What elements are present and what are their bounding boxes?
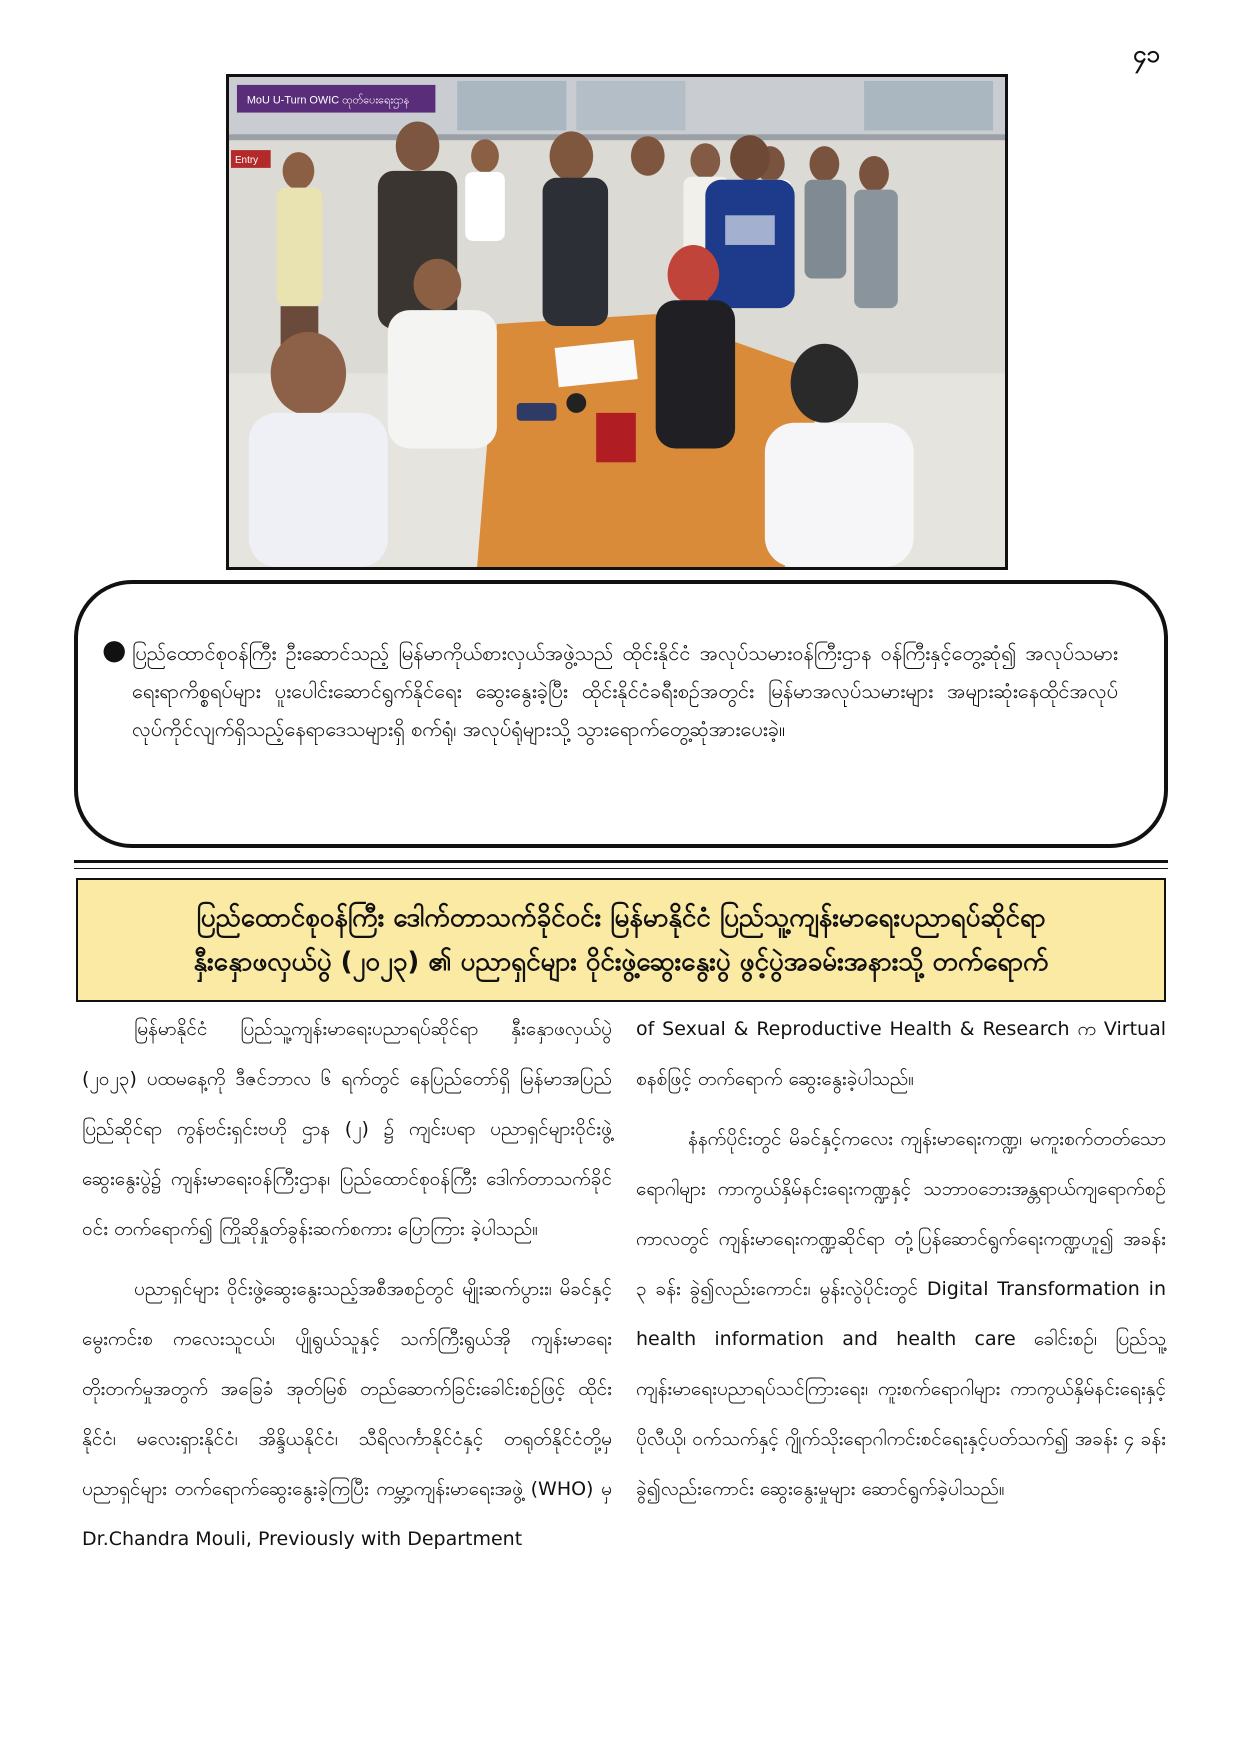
- caption-box: [74, 580, 1168, 848]
- person-seated-white: [388, 310, 497, 448]
- photo-illustration: [229, 77, 1005, 567]
- passport: [596, 413, 636, 462]
- news-photo: [226, 74, 1008, 570]
- page-number: ၄၁: [1133, 40, 1160, 68]
- entry-sign-text: Entry: [234, 154, 259, 166]
- person-front-left: [249, 413, 388, 567]
- article-paragraph: of Sexual & Reproductive Health & Research က Virtual စနစ်ဖြင့် တက်ရောက် ဆွေးနွေးခဲ့ပါသည်။: [636, 1018, 1166, 1090]
- article-paragraph: မြန်မာနိုင်ငံ ပြည်သူ့ကျန်းမာရေးပညာရပ်ဆိုင်ရာ နှီးနှောဖလှယ်ပွဲ (၂၀၂၃) ပထမနေ့ကို ဒီဇင်ဘာလ ၆ ရက်တွင် နေပြည်တော်ရှိ မြန်မာအပြည်ပြည်ဆိုင်ရာ ကွန်ဗင်းရှင်းဗဟို ဌာန (၂) ၌ ကျင်းပရာ ပညာရှင်များဝိုင်းဖွဲ့ဆွေးနွေးပွဲ၌ ကျန်းမာရေးဝန်ကြီးဌာန၊ ပြည်ထောင်စုဝန်ကြီး ဒေါက်တာသက်ခိုင်ဝင်း တက်ရောက်၍ ကြိုဆိုနှုတ်ခွန်းဆက်စကား ပြောကြား ခဲ့ပါသည်။: [82, 1018, 612, 1240]
- article-column-left: [82, 1004, 612, 1564]
- article-column-right: [636, 1004, 1166, 1514]
- article-paragraph: ပညာရှင်များ ဝိုင်းဖွဲ့ဆွေးနွေးသည့်အစီအစဉ်တွင် မျိုးဆက်ပွားး၊ မိခင်နှင့် မွေးကင်းစ ကလေးသူငယ်၊ ပျိုရွယ်သူနှင့် သက်ကြီးရွယ်အို ကျန်းမာရေးတိုးတက်မှုအတွက် အခြေခံ အုတ်မြစ် တည်ဆောက်ခြင်းခေါင်းစဉ်ဖြင့် ထိုင်းနိုင်ငံ၊ မလေးရှားနိုင်ငံ၊ အိန္ဒိယနိုင်ငံ၊ သီရိလင်္ကာနိုင်ငံနှင့် တရုတ်နိုင်ငံတို့မှ ပညာရှင်များ တက်ရောက်ဆွေးနွေးခဲ့ကြပြီး ကမ္ဘာ့ကျန်းမာရေးအဖွဲ့ (WHO) မှ Dr.Chandra Mouli, Previously with Department: [82, 1278, 612, 1550]
- article-paragraph: နံနက်ပိုင်းတွင် မိခင်နှင့်ကလေး ကျန်းမာရေးကဏ္ဍ၊ မကူးစက်တတ်သောရောဂါများ ကာကွယ်နှိမ်နင်းရေးကဏ္ဍနှင့် သဘာဝဘေးအန္တရာယ်ကျရောက်စဉ်ကာလတွင် ကျန်းမာရေးကဏ္ဍဆိုင်ရာ တုံ့ပြန်ဆောင်ရွက်ရေးကဏ္ဍဟူ၍ အခန်း ၃ ခန်း ခွဲ၍လည်းကောင်း၊ မွန်းလွဲပိုင်းတွင် Digital Transformation in health information and health care ခေါင်းစဉ်၊ ပြည်သူ့ကျန်းမာရေးပညာရပ်သင်ကြားရေး၊ ကူးစက်ရောဂါများ ကာကွယ်နှိမ်နင်းရေးနှင့် ပိုလီယို၊ ဝက်သက်နှင့် ဂျိုက်သိုးရောဂါကင်းစင်ရေးနှင့်ပတ်သက်၍ အခန်း ၄ ခန်းခွဲ၍လည်းကောင်း ဆွေးနွေးမှုများ ဆောင်ရွက်ခဲ့ပါသည်။: [636, 1128, 1166, 1500]
- divider-rule: [74, 860, 1168, 863]
- caption-text: ပြည်ထောင်စုဝန်ကြီး ဦးဆောင်သည့် မြန်မာကိုယ်စားလှယ်အဖွဲ့သည် ထိုင်းနိုင်ငံ အလုပ်သမားဝန်ကြီးဌာန ဝန်ကြီးနှင့်တွေ့ဆုံ၍ အလုပ်သမားရေးရာကိစ္စရပ်များ ပူးပေါင်းဆောင်ရွက်နိုင်ရေး ဆွေးနွေးခဲ့ပြီး ထိုင်းနိုင်ငံခရီးစဉ်အတွင်း မြန်မာအလုပ်သမားများ အများဆုံးနေထိုင်အလုပ်လုပ်ကိုင်လျက်ရှိသည့်နေရာဒေသများရှိ စက်ရုံ၊ အလုပ်ရုံများသို့ သွားရောက်တွေ့ဆုံအားပေးခဲ့။: [132, 641, 1118, 741]
- divider-rule-thin: [74, 868, 1168, 869]
- headline-box: [76, 878, 1166, 1002]
- headline-line-1: ပြည်ထောင်စုဝန်ကြီး ဒေါက်တာသက်ခိုင်ဝင်း မြန်မာနိုင်ငံ ပြည်သူ့ကျန်းမာရေးပညာရပ်ဆိုင်ရာ: [196, 903, 1046, 933]
- bullet-icon: ●: [102, 633, 127, 666]
- headline-line-2: နှီးနှောဖလှယ်ပွဲ (၂၀၂၃) ၏ ပညာရှင်များ ဝိုင်းဖွဲ့ဆွေးနွေးပွဲ ဖွင့်ပွဲအခမ်းအနားသို့ တက်ရောက်: [193, 947, 1049, 977]
- banner-text: MoU U-Turn OWIC ထုတ်ပေးရေးဌာန: [246, 94, 410, 107]
- person-front-right: [765, 423, 914, 567]
- person-suit: [543, 178, 608, 326]
